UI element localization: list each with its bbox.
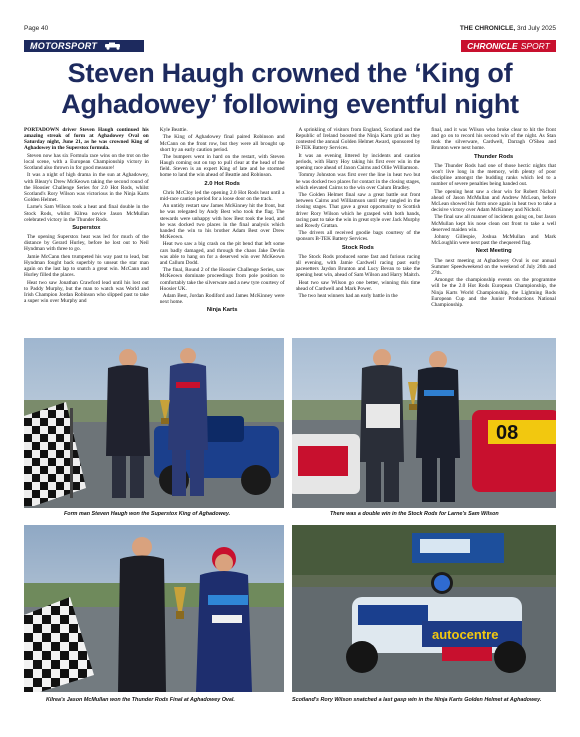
article-paragraph: The bumpers went in hard on the restart, with Steven Haugh coming out on top to pull clear at the head of the field. Steven is an expert King of late and he stormed home to land the win ahead of Beattie and Robinson. <box>159 154 285 179</box>
section-strip <box>24 40 556 52</box>
section-name: MOTORSPORT <box>30 41 98 51</box>
article-paragraph: The opening heat saw a clear win for Robert Nicholl ahead of Jason McMullan and Andrew McLean, before McLean showed his form once again in heat two to take a decisive victory over Adam McKinney and Nicholl. <box>431 188 556 214</box>
article-paragraph: The King of Aghadowey final paired Robinson and McCann on the front row, but they were all brought up short by an early caution period. <box>159 134 285 153</box>
article-paragraph: The final saw all manner of incidents going on, but Jason McMullan kept his nose clean out front to take a well deserved maiden win. <box>431 214 556 233</box>
article-paragraph: Jamie McCann then trumpeted his way past to lead, but Hyndman fought back superbly to unseat the star man again on the last lap to snatch a great win. McCann and Hurley filled the places. <box>24 253 149 279</box>
article-paragraph: Tommy Johnston was first over the line in heat two but he was docked two places for contact in the closing stages, which elevated Cairns to the win over Calum Bradley. <box>295 172 421 191</box>
article-paragraph: Adam Best, Jordan Rodiford and James McKinney were next home. <box>159 293 285 306</box>
page-number: Page 40 <box>24 24 49 32</box>
caption-photo-2: There was a double win in the Stock Rods for Larne's Sam Wilson <box>330 511 499 517</box>
article-paragraph: The Golden Helmet final saw a great battle out front between Cairns and Williamson until they tangled in the closing stages. That gave a great opportunity to Scottish driver Rory Wilson which he grasped with both hands, racing past to take the win in great style over Jack Murphy and Rowdy Grattan. <box>295 192 421 229</box>
article-paragraph: Johnny Gillespie, Joshua McMullan and Mark McLoughlin were next past the chequered flag. <box>431 234 556 247</box>
photo-jason-mcmullan <box>24 525 284 692</box>
car-number-08: 08 <box>496 422 519 444</box>
article-paragraph: Heat two saw Jonathan Crawford lead until his lost out to Paddy Murphy, but the man to watch was World and Irish Champion Jordan Robinson who slipped past to take a super win over Murphy and <box>24 279 149 304</box>
section-subhead: Next Meeting <box>475 248 512 255</box>
article-paragraph: Steven now has six Formula race wins on the trot on the local scene, with a European Championship victory in Scotland also thrown in for good measure! <box>24 152 149 172</box>
article-column-1 <box>24 127 149 335</box>
article-paragraph: The opening Superstox heat was led for much of the distance by Gerard Hurley, before he lost out to Neil Hyndman with three to go. <box>24 234 149 253</box>
article-paragraph: Heat two saw a big crash on the pit bend that left some cars badly damaged, and through the chaos Jake Devlin was able to hang on for a deserved win over McKeown and Callum Dodd. <box>159 241 285 266</box>
caption-photo-3: Kilrea's Jason McMullan won the Thunder Rods Final at Aghadowey Oval. <box>46 697 235 703</box>
section-subhead: Stock Rods <box>341 244 374 251</box>
article-body <box>24 127 556 335</box>
article-paragraph: A sprinkling of visitors from England, Scotland and the Republic of Ireland boosted the Ninja Karts grid as they contested the annual Golden Helmet Award, sponsored by B-TEK Battery Services. <box>295 127 421 152</box>
article-paragraph: The drivers all received goodie bags courtesy of the sponsors B-TEK Battery Services. <box>295 230 421 243</box>
section-subhead: Thunder Rods <box>473 153 514 160</box>
brand-main: CHRONICLE <box>467 41 518 51</box>
section-label <box>24 40 144 52</box>
article-paragraph: The two heat winners had an early battle in the <box>298 293 398 300</box>
article-paragraph: PORTADOWN driver Steven Haugh continued his amazing streak of form at Aghadowey Oval on Saturday night, June 21, as he was crowned King of Aghadowey in the Superstox formula. <box>24 127 149 152</box>
headline-line-1: Steven Haugh crowned the ‘King of <box>67 58 513 88</box>
article-paragraph: It was a night of high drama in the sun at Aghadowey, with Bleary's Drew McKeown taking the second round of the Hoosier Challenge Series for 2.0 Hot Rods, whilst Scotland's Rory Wilson was victorious in the Ninja Karts Golden Helmet. <box>24 172 149 204</box>
article-paragraph: It was an evening littered by incidents and caution periods, with Harry Hoy taking his first ever win in the opening race ahead of Jaxon Cairns and Ollie Williamson. <box>295 152 421 172</box>
article-column-4 <box>431 127 556 335</box>
headline <box>24 58 556 120</box>
article-paragraph: Kyle Beattie. <box>159 127 188 133</box>
article-paragraph: Heat two saw Wilson go one better, winning this time ahead of Cardwell and Mark Power. <box>295 279 421 292</box>
article-paragraph: The final, Round 2 of the Hoosier Challenge Series, saw McKeown dominate proceedings from pole position to comfortably take the silverware and a new tyre courtesy of Hoosier UK. <box>159 267 285 292</box>
article-paragraph: final, and it was Wilson who broke clear to hit the front and go on to record his second win of the night. As Stan took the silverware, Cardwell, Darragh O'Shea and Brunton were next home. <box>431 127 556 152</box>
publication-date: 3rd July 2025 <box>516 24 556 32</box>
race-car-icon <box>103 42 123 50</box>
article-column-2 <box>160 127 285 335</box>
page-header <box>24 22 556 34</box>
article-paragraph: The Thunder Rods had one of those hectic nights that won't live long in the memory, with plenty of poor discipline amongst the budding ranks which led to a number of severe penalties being handed out. <box>431 162 556 188</box>
section-subhead: 2.0 Hot Rods <box>204 180 240 187</box>
chronicle-sport-logo <box>461 40 556 52</box>
kart-autocentre-sign: autocentre <box>432 627 499 642</box>
headline-line-2: Aghadowey’ following eventful night <box>61 89 519 119</box>
publication-line <box>460 25 556 32</box>
section-subhead: Superstox <box>72 224 101 231</box>
publication-name: THE CHRONICLE, <box>459 24 516 32</box>
section-subhead: Ninja Karts <box>206 307 238 314</box>
caption-photo-4: Scotland's Rory Wilson snatched a last gasp win in the Ninja Karts Golden Helmet at Aghadowey. <box>292 697 542 703</box>
article-paragraph: An untidy restart saw James McKinney hit the front, but he was relegated by Andy Best who took the flag. The stewards were unhappy with how Best took the lead, and he was docked two places in the final analysis which handed the win to his brother Adam Best over Drew McKeown. <box>159 203 285 241</box>
article-paragraph: Chris McCloy led the opening 2.0 Hot Rods heat until a mid-race caution period for a loose door on the track. <box>159 189 285 202</box>
article-paragraph: Amongst the championship events on the programme will be the 2.0 Hot Rods European Championship, the Ninja Karts World Championship, the Lightning Rods European Cup and the Junior Productions National Championship. <box>431 277 556 308</box>
photo-rory-wilson-kart <box>292 525 556 692</box>
photo-steven-haugh <box>24 338 284 508</box>
article-column-3 <box>296 127 421 335</box>
article-paragraph: Larne's Sam Wilson took a heat and final double in the Stock Rods, whilst Kilrea novice Jason McMullan celebrated victory in the Thunder Rods. <box>24 204 149 223</box>
brand-sub: SPORT <box>520 41 550 51</box>
article-paragraph: The Stock Rods produced some fast and furious racing all evening, with Jamie Cardwell racing past early pacesetters Jaydon Brunton and Lucy Bevan to take the opening heat win, ahead of Sam Wilson and Harry Maitch. <box>295 253 421 279</box>
article-paragraph: The next meeting at Aghadowey Oval is our annual Summer Speedweekend on the weekend of July 26th and 27th. <box>431 257 556 276</box>
photo-sam-wilson <box>292 338 556 508</box>
caption-photo-1: Form man Steven Haugh won the Superstox King of Aghadowey. <box>64 511 231 517</box>
